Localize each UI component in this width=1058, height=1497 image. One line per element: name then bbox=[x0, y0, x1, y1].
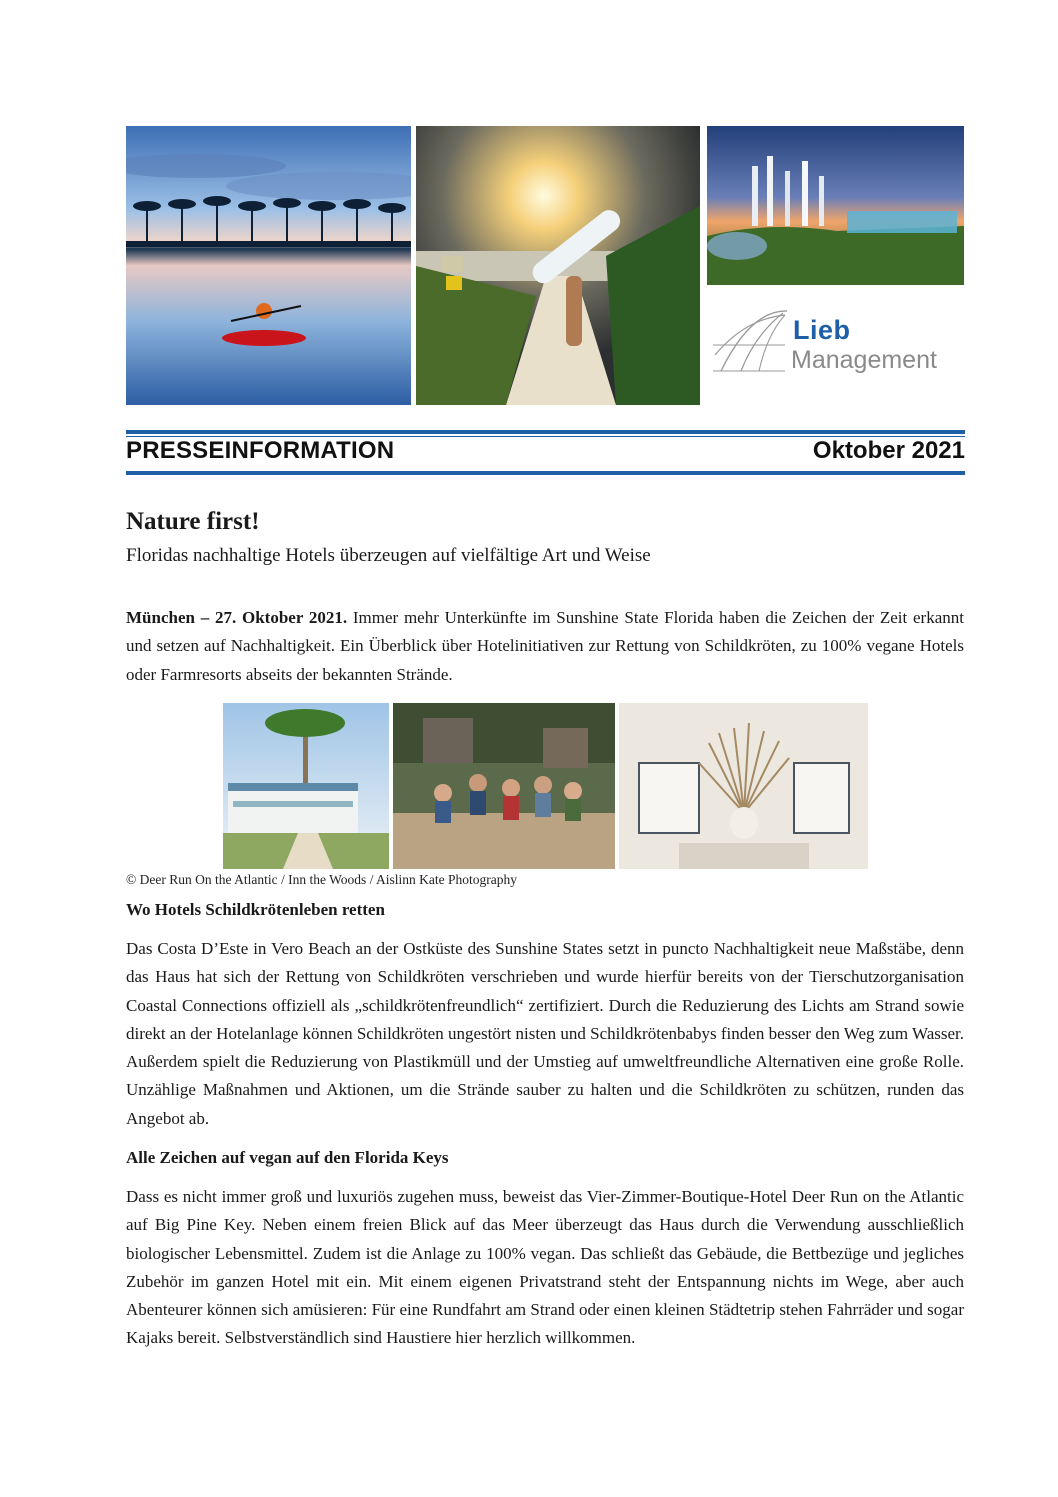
section-body-vegan: Dass es nicht immer groß und luxuriös zugehen muss, beweist das Vier-Zimmer-Boutique-Hotel Deer Run on the Atlantic auf Big Pine Key. Neben einem freien Blick auf das Meer überzeugt das Haus durch die Verwendung ausschließlich biologischer Lebensmittel. Zudem ist die Anlage zu 100% vegan. Das schließt das Gebäude, die Bettbezüge und jegliches Zubehör im ganzen Hotel mit ein. Mit einem eigenen Privatstrand steht der Entspannung nichts im Wege, aber auch Abenteurer können sich amüsieren: Für eine Rundfahrt am Strand oder einen kleinen Städtetrip stehen Fahrräder und sogar Kajaks bereit. Selbstverständlich sind Haustiere hier herzlich willkommen. bbox=[126, 1187, 964, 1348]
intro-text: Immer mehr Unterkünfte im Sunshine State Florida haben die Zeichen der Zeit erkannt und setzen auf Nachhaltigkeit. Ein Überblick über Hotelinitiativen zur Rettung von Schildkröten, zu 100% vegane Hotels oder Farmresorts abseits der bekannten Strände. bbox=[126, 608, 964, 684]
article-subtitle: Floridas nachhaltige Hotels überzeugen auf vielfältige Art und Weise bbox=[126, 545, 651, 566]
section-body-turtles: Das Costa D’Este in Vero Beach an der Ostküste des Sunshine States setzt in puncto Nachhaltigkeit neue Maßstäbe, denn das Haus hat sich der Rettung von Schildkröten verschrieben und wurde hierfür bereits von der Tierschutzorganisation Coastal Connections offiziell als „schildkrötenfreundlich“ zertifiziert. Durch die Reduzierung des Lichts am Strand sowie direkt an der Hotelanlage können Schildkröten ungestört nisten und Schildkrötenbabys finden besser den Weg zum Wasser. Außerdem spielt die Reduzierung von Plastikmüll und der Umstieg auf umweltfreundliche Alternativen eine große Rolle. Unzählige Maßnahmen und Aktionen, um die Strände sauber zu halten und die Schildkröten zu schützen, runden das Angebot ab. bbox=[126, 939, 964, 1128]
section-heading-turtles: Wo Hotels Schildkrötenleben retten bbox=[126, 900, 385, 919]
press-date: Oktober 2021 bbox=[812, 437, 965, 464]
logo-text-management: Management bbox=[791, 346, 937, 374]
photo-caption: © Deer Run On the Atlantic / Inn the Woods / Aislinn Kate Photography bbox=[126, 872, 517, 887]
photo-aislinn-interior bbox=[619, 703, 868, 869]
lieb-management-logo bbox=[707, 305, 965, 385]
logo-text-lieb: Lieb bbox=[793, 315, 851, 345]
photo-deer-run bbox=[223, 703, 389, 869]
article-title: Nature first! bbox=[126, 508, 260, 535]
photo-inn-the-woods bbox=[393, 703, 615, 869]
photo-kayak-palms bbox=[126, 126, 411, 405]
logo-globe-icon bbox=[711, 305, 789, 375]
press-info-label: PRESSEINFORMATION bbox=[126, 437, 395, 464]
header-rule-bottom bbox=[126, 471, 965, 475]
intro-paragraph bbox=[126, 604, 964, 689]
photo-surfer-beach bbox=[416, 126, 700, 405]
intro-dateline: München – 27. Oktober 2021. bbox=[126, 608, 348, 627]
section-heading-vegan: Alle Zeichen auf vegan auf den Florida Keys bbox=[126, 1148, 449, 1167]
photo-kennedy-space-center bbox=[707, 126, 964, 285]
header-rule-top bbox=[126, 430, 965, 434]
